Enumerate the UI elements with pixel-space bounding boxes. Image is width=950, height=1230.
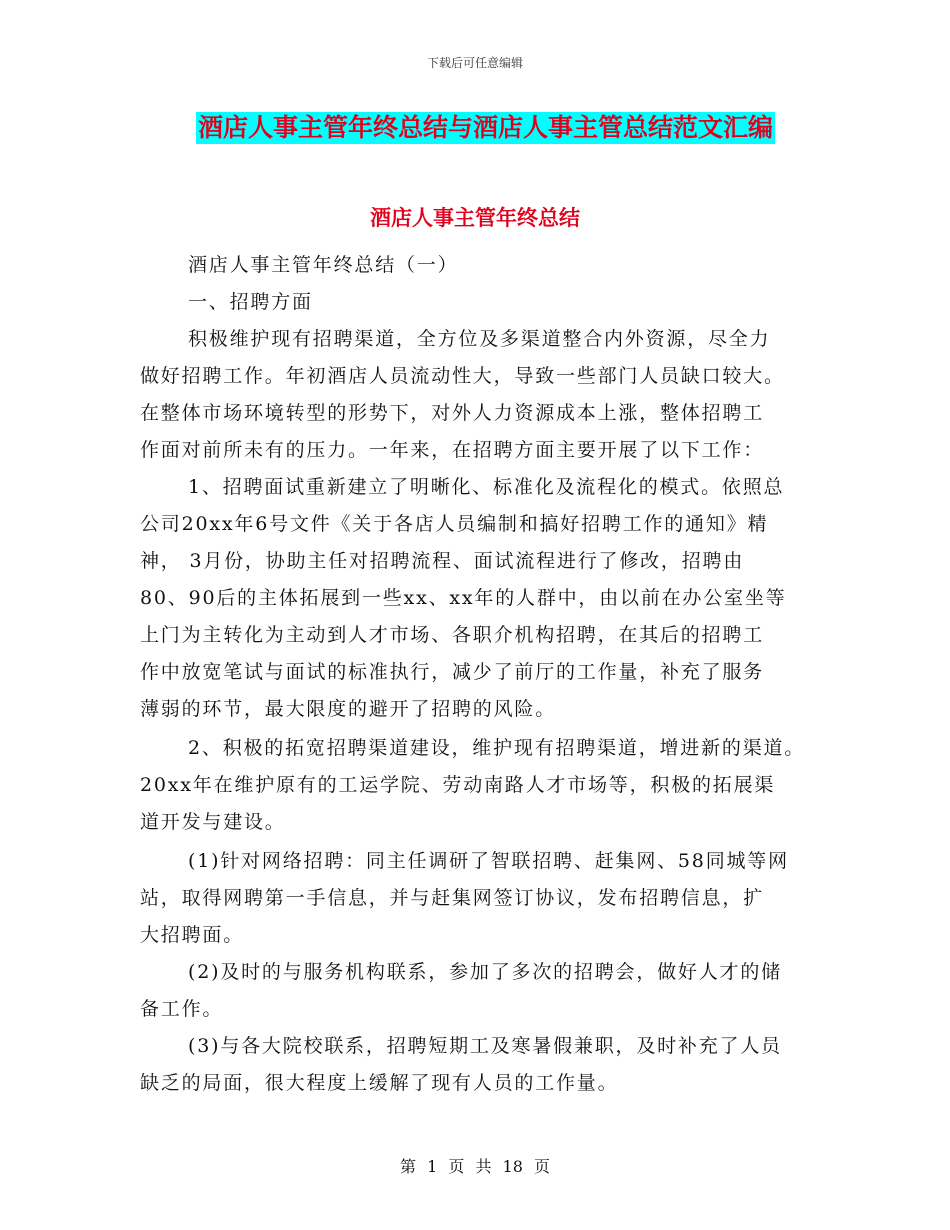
paragraph-line: 站，取得网聘第一手信息，并与赶集网签订协议，发布招聘信息，扩 <box>140 887 765 909</box>
header-note: 下载后可任意编辑 <box>426 56 523 70</box>
paragraph-line: 作中放宽笔试与面试的标准执行，减少了前厅的工作量，补充了服务 <box>140 661 765 683</box>
paragraph-line: 做好招聘工作。年初酒店人员流动性大，导致一些部门人员缺口较大。 <box>140 365 785 387</box>
paragraph-line: 上门为主转化为主动到人才市场、各职介机构招聘，在其后的招聘工 <box>140 624 765 646</box>
paragraph-line: 积极维护现有招聘渠道，全方位及多渠道整合内外资源，尽全力 <box>188 328 771 350</box>
paragraph-line: 作面对前所未有的压力。一年来，在招聘方面主要开展了以下工作： <box>140 439 765 461</box>
paragraph-line: (3)与各大院校联系，招聘短期工及寒暑假兼职，及时补充了人员 <box>188 1035 782 1057</box>
paragraph-line: 1、招聘面试重新建立了明晰化、标准化及流程化的模式。依照总 <box>188 476 785 498</box>
section-title: 酒店人事主管年终总结 <box>370 205 580 230</box>
heading-recruitment: 一、招聘方面 <box>188 291 313 313</box>
paragraph-line: 缺乏的局面，很大程度上缓解了现有人员的工作量。 <box>140 1072 619 1094</box>
paragraph-line: 公司20xx年6号文件《关于各店人员编制和搞好招聘工作的通知》精 <box>140 513 769 535</box>
paragraph-line: 大招聘面。 <box>140 924 245 946</box>
paragraph-line: 2、积极的拓宽招聘渠道建设，维护现有招聘渠道，增进新的渠道。 <box>188 737 806 759</box>
paragraph-line: 薄弱的环节，最大限度的避开了招聘的风险。 <box>140 698 557 720</box>
paragraph-line: 神， 3月份，协助主任对招聘流程、面试流程进行了修改，招聘由 <box>140 550 745 572</box>
paragraph-line: 备工作。 <box>140 998 224 1020</box>
paragraph-line: (1)针对网络招聘：同主任调研了智联招聘、赶集网、58同城等网 <box>188 850 789 872</box>
document-title: 酒店人事主管年终总结与酒店人事主管总结范文汇编 <box>198 113 774 142</box>
paragraph-line: 道开发与建设。 <box>140 811 286 833</box>
paragraph-line: 20xx年在维护原有的工运学院、劳动南路人才市场等，积极的拓展渠 <box>140 774 776 796</box>
page-footer: 第 1 页 共 18 页 <box>400 1157 550 1176</box>
paragraph-line: 80、90后的主体拓展到一些xx、xx年的人群中，由以前在办公室坐等 <box>140 587 787 609</box>
subsection-heading: 酒店人事主管年终总结（一） <box>188 254 459 276</box>
paragraph-line: (2)及时的与服务机构联系，参加了多次的招聘会，做好人才的储 <box>188 961 782 983</box>
paragraph-line: 在整体市场环境转型的形势下，对外人力资源成本上涨，整体招聘工 <box>140 402 765 424</box>
